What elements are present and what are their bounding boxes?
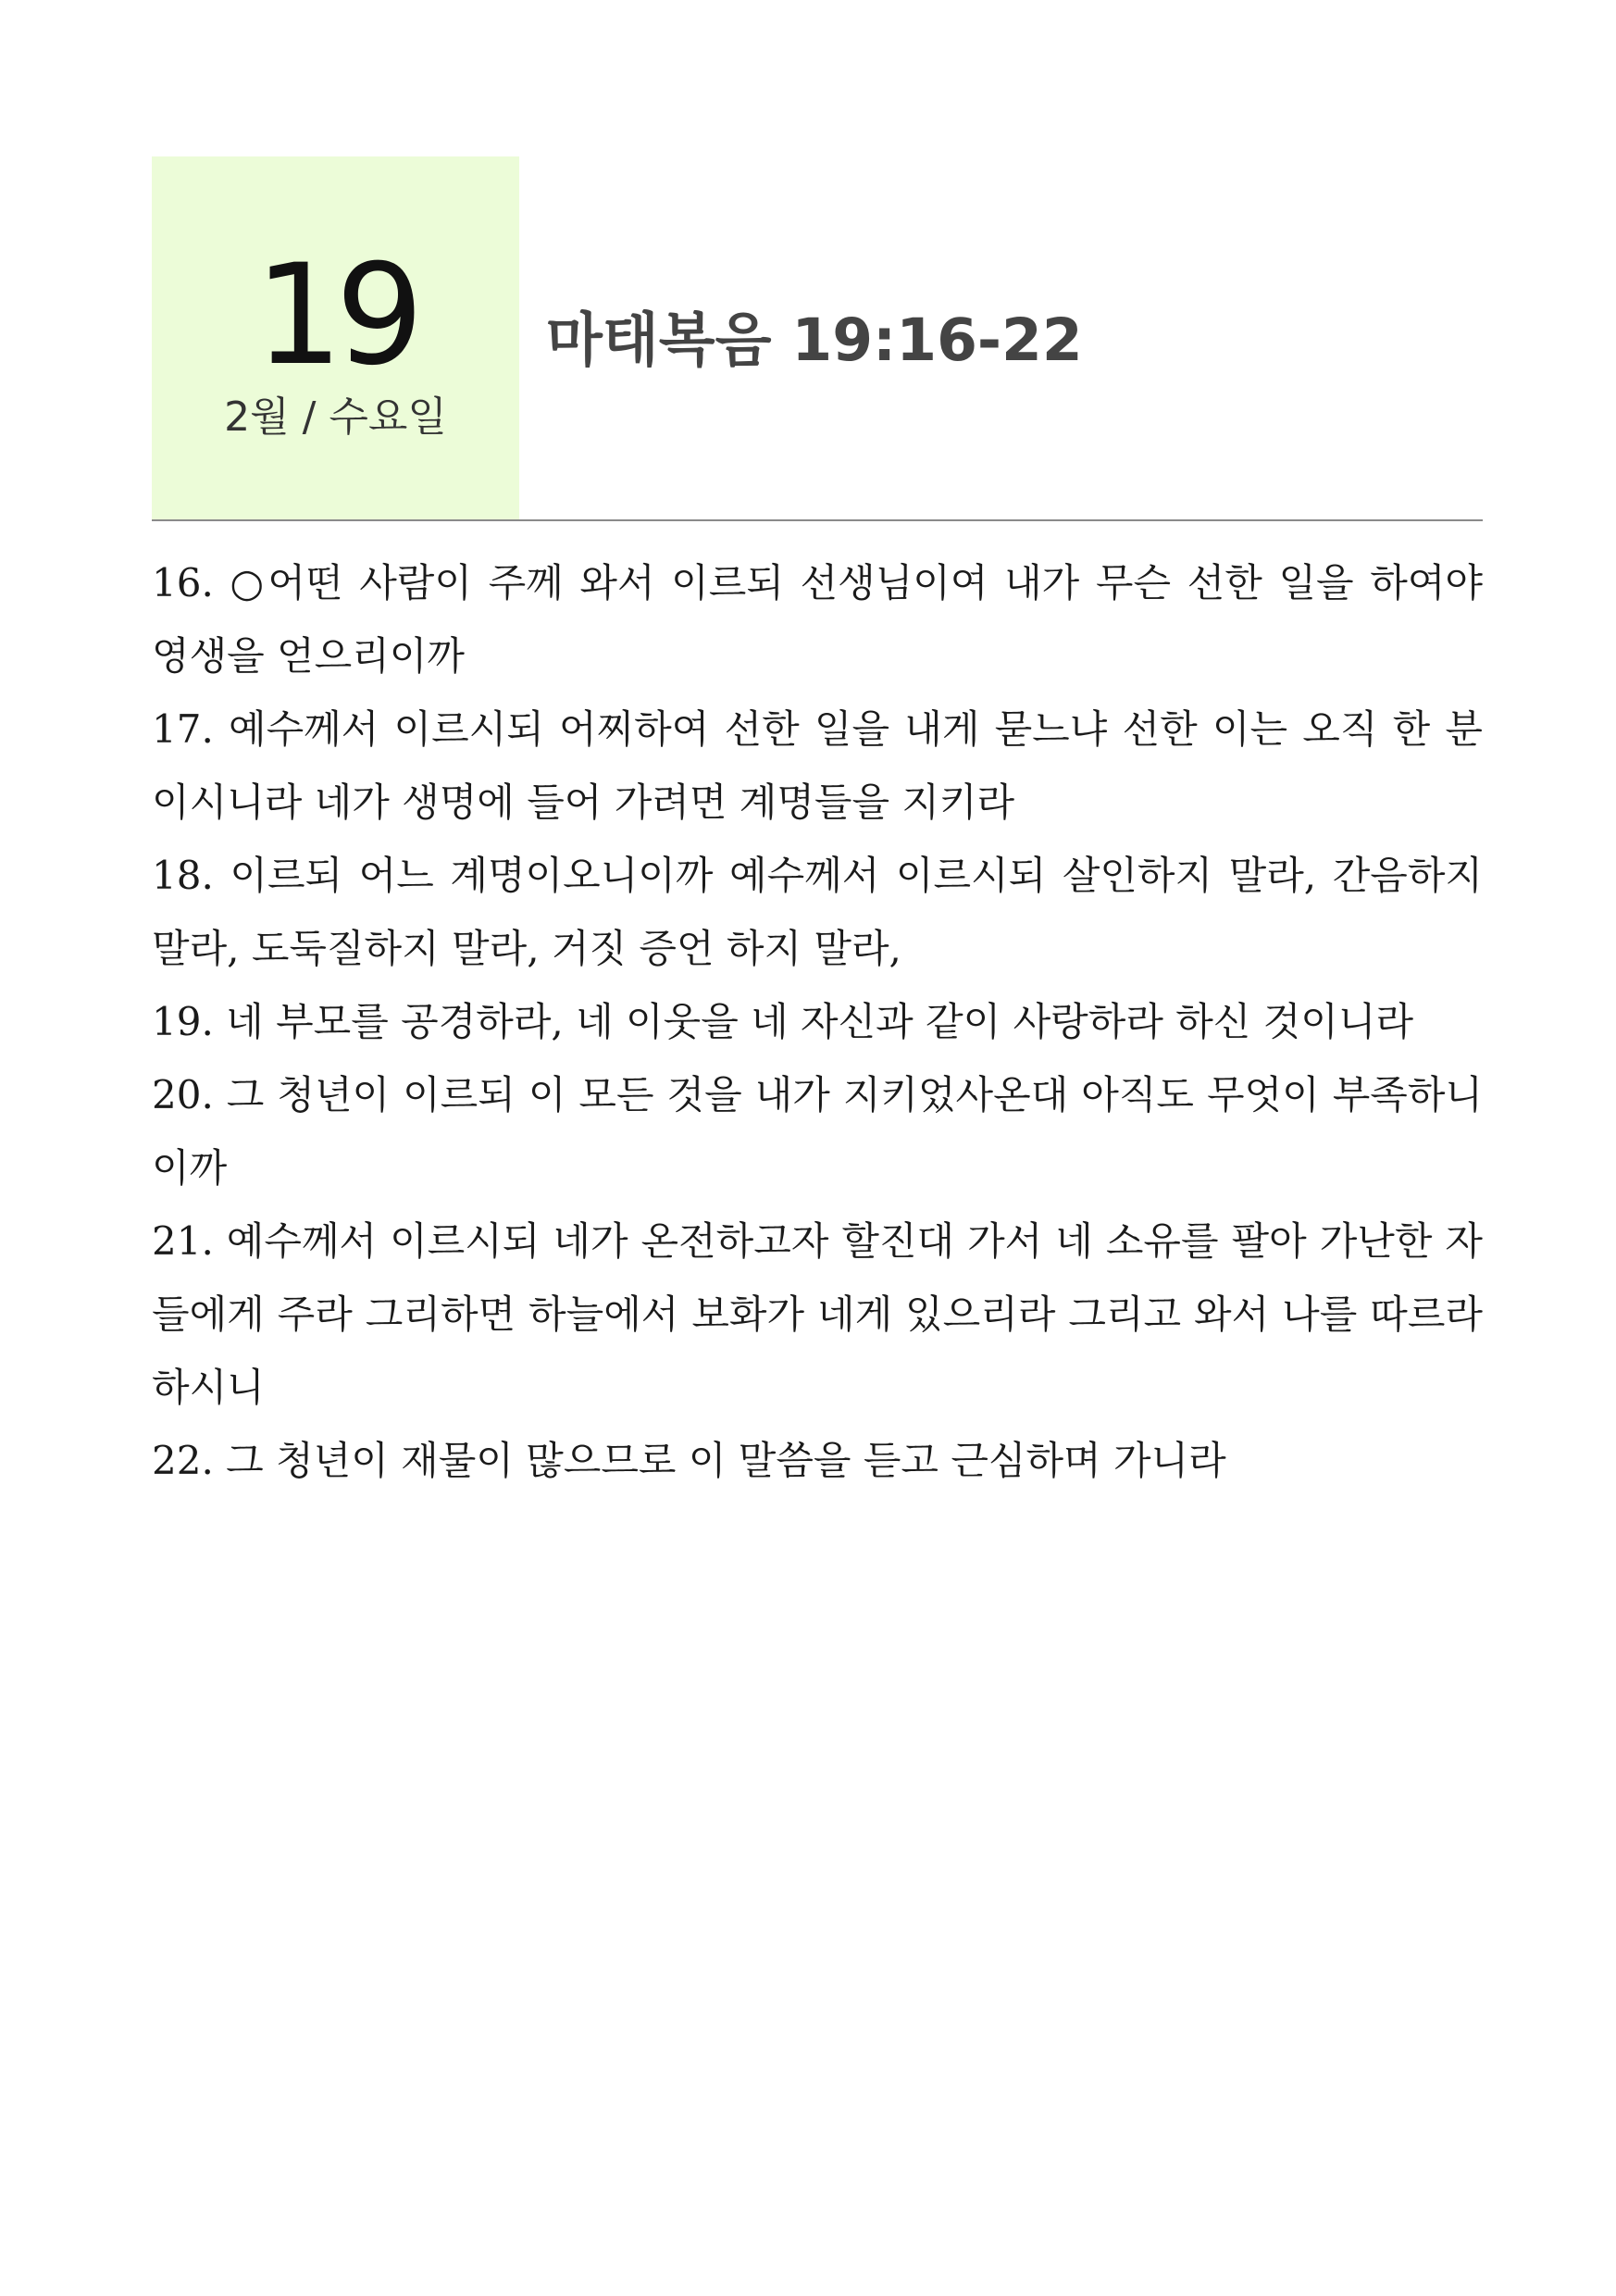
date-separator: / <box>302 393 317 441</box>
date-box <box>152 156 519 519</box>
verse-20: 20. 그 청년이 이르되 이 모든 것을 내가 지키었사온대 아직도 무엇이 부족하니이까 <box>152 1072 1483 1191</box>
verse-19: 19. 네 부모를 공경하라, 네 이웃을 네 자신과 같이 사랑하라 하신 것이니라 <box>152 999 1414 1044</box>
passage-title: 마태복음 19:16-22 <box>546 306 1083 374</box>
weekday-label: 수요일 <box>329 393 447 441</box>
verse-16: 16. ○어떤 사람이 주께 와서 이르되 선생님이여 내가 무슨 선한 일을 하여야 영생을 얻으리이까 <box>152 560 1483 679</box>
divider <box>152 519 1483 521</box>
month-weekday <box>152 392 519 443</box>
verse-21: 21. 예수께서 이르시되 네가 온전하고자 할진대 가서 네 소유를 팔아 가난한 자들에게 주라 그리하면 하늘에서 보화가 네게 있으리라 그리고 와서 나를 따르라 하시니 <box>152 1218 1483 1410</box>
day-number: 19 <box>255 235 416 396</box>
verse-17: 17. 예수께서 이르시되 어찌하여 선한 일을 내게 묻느냐 선한 이는 오직 한 분이시니라 네가 생명에 들어 가려면 계명들을 지키라 <box>152 706 1483 825</box>
verse-22: 22. 그 청년이 재물이 많으므로 이 말씀을 듣고 근심하며 가니라 <box>152 1438 1226 1483</box>
verse-list <box>152 546 1483 1497</box>
verse-18: 18. 이르되 어느 계명이오니이까 예수께서 이르시되 살인하지 말라, 간음하지 말라, 도둑질하지 말라, 거짓 증언 하지 말라, <box>152 853 1483 971</box>
month-label: 2월 <box>224 393 290 441</box>
